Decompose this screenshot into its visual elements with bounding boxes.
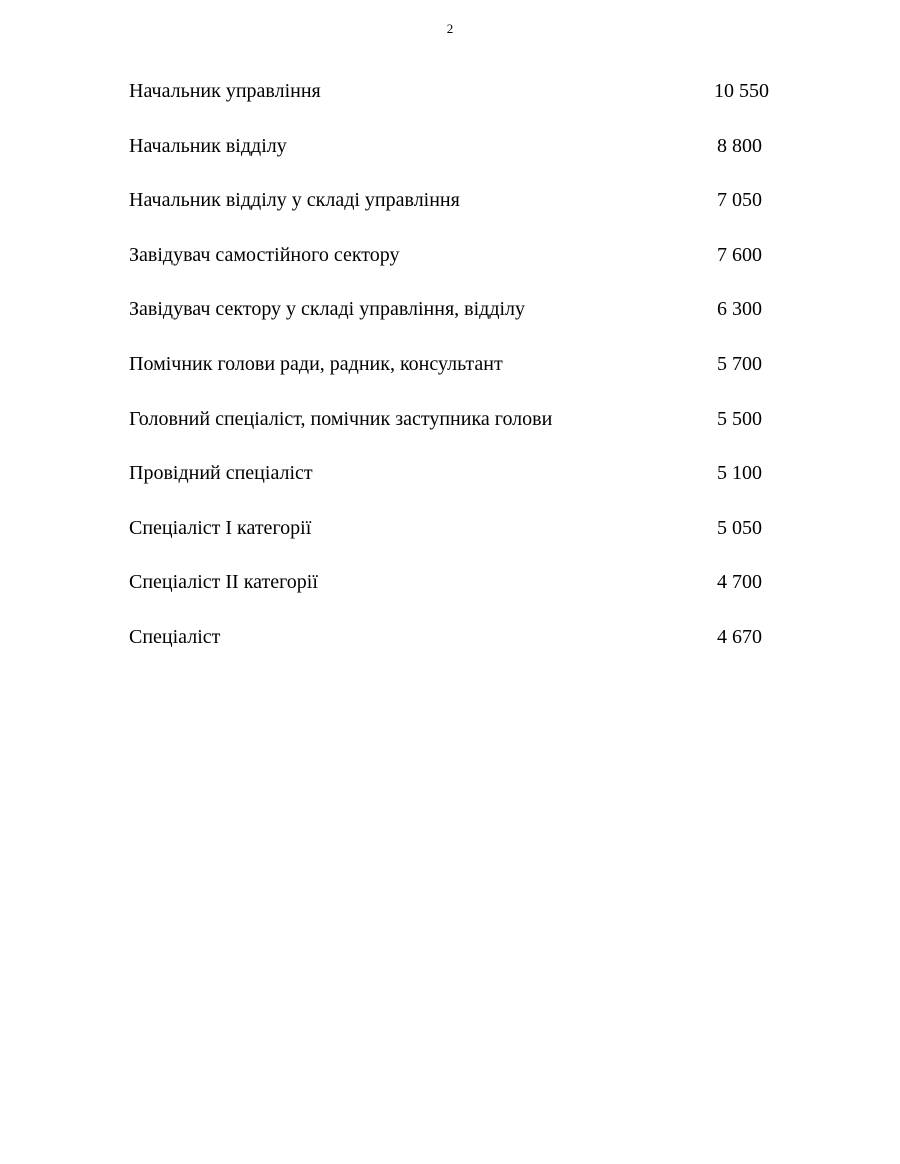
salary-amount: 5 700 <box>717 352 762 375</box>
position-title: Начальник управління <box>129 80 321 102</box>
position-title: Начальник відділу у складі управління <box>129 189 460 212</box>
position-title: Головний спеціаліст, помічник заступника голови <box>129 407 553 430</box>
table-row <box>129 514 769 569</box>
page-number: 2 <box>446 21 454 36</box>
table-row <box>129 77 769 132</box>
salary-amount: 5 100 <box>717 462 762 485</box>
salary-amount: 10 550 <box>714 80 769 102</box>
salary-amount: 6 300 <box>717 298 762 321</box>
salary-amount: 4 700 <box>717 571 762 594</box>
table-row <box>129 295 769 350</box>
position-title: Спеціаліст <box>129 625 221 648</box>
position-title: Спеціаліст II категорії <box>129 571 318 594</box>
table-row <box>129 459 769 514</box>
table-row <box>129 241 769 296</box>
table-row <box>129 186 769 241</box>
position-title: Помічник голови ради, радник, консультант <box>129 352 503 375</box>
salary-amount: 7 050 <box>717 189 762 212</box>
salary-amount: 5 050 <box>717 516 762 539</box>
position-title: Спеціаліст I категорії <box>129 516 312 539</box>
position-title: Завідувач самостійного сектору <box>129 243 400 266</box>
salary-amount: 7 600 <box>717 243 762 266</box>
table-row <box>129 568 769 623</box>
table-row <box>129 132 769 187</box>
table-row <box>129 623 769 678</box>
salary-amount: 4 670 <box>717 625 762 648</box>
salary-amount: 8 800 <box>717 134 762 157</box>
position-title: Завідувач сектору у складі управління, відділу <box>129 298 526 321</box>
table-row <box>129 405 769 460</box>
salary-amount: 5 500 <box>717 407 762 430</box>
position-title: Провідний спеціаліст <box>129 462 313 485</box>
salary-table <box>129 77 769 678</box>
position-title: Начальник відділу <box>129 134 287 157</box>
table-row <box>129 350 769 405</box>
